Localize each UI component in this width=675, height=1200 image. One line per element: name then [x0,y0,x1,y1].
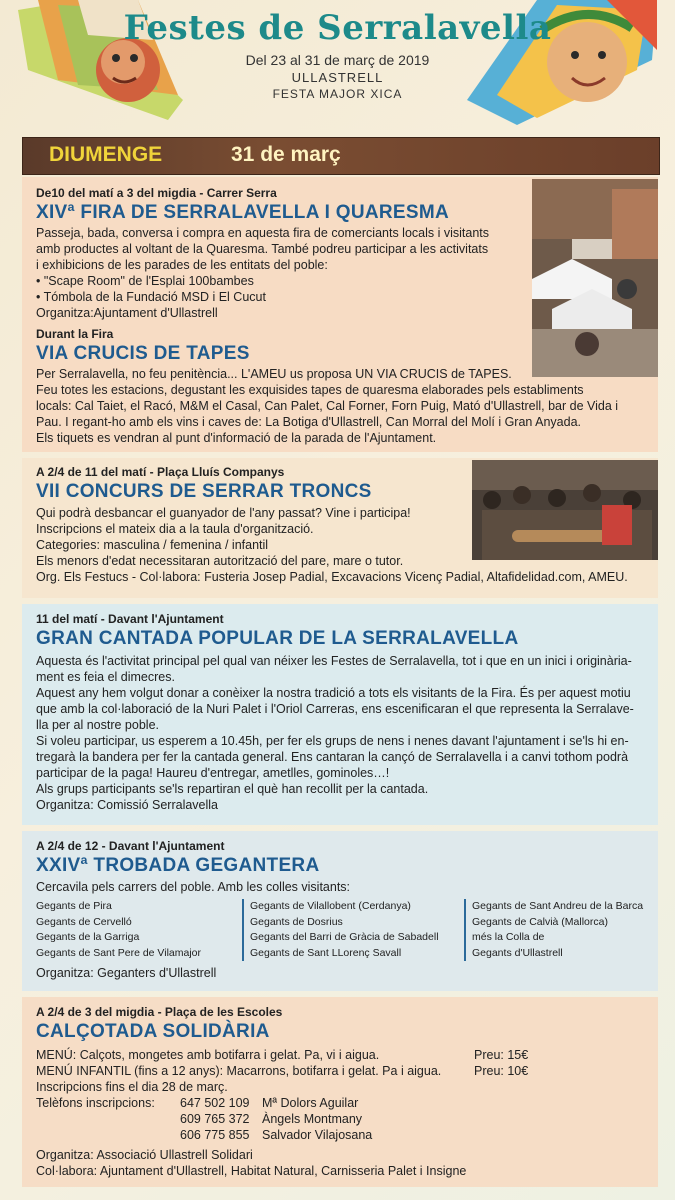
event-fira-section [22,177,658,452]
text-line: Aquesta és l'activitat principal pel qual van néixer les Festes de Serralavella, tot i que en un inici i originària- [36,654,632,668]
event-cantada-section [22,604,658,825]
text-line: participar de la paga! Haureu d'entregar, ametlles, gominoles…! [36,766,390,780]
giants-list-col3 [464,899,658,961]
list-item: Gegants de Dosrius [250,915,343,928]
event-title: VIA CRUCIS DE TAPES [36,343,250,364]
event-troncs-section [22,458,658,598]
list-item: Gegants de Sant Andreu de la Barca [472,900,644,912]
day-name: DIUMENGE [49,143,163,166]
text-line: Inscripcions el mateix dia a la taula d'organització. [36,522,314,536]
event-title: XIVª FIRA DE SERRALAVELLA I QUARESMA [36,202,449,223]
phones-label: Telèfons inscripcions: [36,1096,155,1110]
menu-kids-price: Preu: 10€ [474,1064,529,1078]
giants-list-col2 [242,899,460,961]
event-kicker: A 2/4 de 3 del migdia - Plaça de les Escoles [36,1005,283,1019]
text-line: Passeja, bada, conversa i compra en aquesta fira de comerciants locals i visitants [36,226,490,240]
event-collaborators: Col·labora: Ajuntament d'Ullastrell, Habitat Natural, Carnisseria Palet i Insigne [36,1164,467,1178]
text-line: Qui podrà desbancar el guanyador de l'any passat? Vine i participa! [36,506,411,520]
event-kicker: De10 del matí a 3 del migdia - Carrer Serra [36,186,277,200]
event-calcotada-section [22,997,658,1187]
event-title: CALÇOTADA SOLIDÀRIA [36,1021,270,1042]
text-line: Els menors d'edat necessitaran autorització del pare, mare o tutor. [36,554,404,568]
registration-deadline: Inscripcions fins el dia 28 de març. [36,1080,228,1094]
text-line: Aquest any hem volgut donar a conèixer la nostra tradició a tots els visitants de la Fira. És per aquest motiu [36,686,631,700]
festival-dates: Del 23 al 31 de març de 2019 [245,52,430,68]
menu-adult: MENÚ: Calçots, mongetes amb botifarra i gelat. Pa, vi i aigua. [36,1048,380,1062]
event-gegants-section [22,831,658,991]
list-item: Gegants de Sant LLorenç Savall [250,946,402,959]
text-line: lla per al nostre poble. [36,718,159,732]
list-item: Gegants de Cervelló [36,915,132,928]
event-description [36,366,656,446]
log-sawing-photo [472,460,658,560]
header [0,0,675,135]
phone-contact-name: Mª Dolors Aguilar [262,1096,359,1110]
text-line: Si voleu participar, us esperem a 10.45h, per fer els grups de nens i nenes davant l'ajuntament i se'ls hi en- [36,734,629,748]
menu-kids: MENÚ INFANTIL (fins a 12 anys): Macarrons, botifarra i gelat. Pa i aigua. [36,1064,442,1078]
phone-number: 609 765 372 [180,1112,250,1126]
festival-subtitle: FESTA MAJOR XICA [272,87,403,101]
list-item: Gegants d'Ullastrell [472,946,563,959]
text-line: Feu totes les estacions, degustant les exquisides tapes de quaresma elaborades pels establiments [36,383,584,397]
list-item: més la Colla de [472,931,545,943]
event-kicker: A 2/4 de 11 del matí - Plaça Lluís Companys [36,465,285,479]
text-line: • "Scape Room" de l'Esplai 100bambes [36,274,254,288]
list-item: Gegants de Pira [36,900,112,912]
event-kicker: 11 del matí - Davant l'Ajuntament [36,612,224,626]
text-line: Organitza: Comissió Serralavella [36,798,219,812]
event-title: GRAN CANTADA POPULAR DE LA SERRALAVELLA [36,628,519,649]
text-line: amb productes al voltant de la Quaresma. També podreu participar a les activitats [36,242,489,256]
text-line: tregarà la bandera per fer la cantada general. Ens cantaran la cançó de Serralavella i a canvi tothom podrà [36,750,629,764]
text-line: Organitza:Ajuntament d'Ullastrell [36,306,218,320]
poster-title: Festes de Serralavella [123,8,552,48]
list-item: Gegants de Vilallobent (Cerdanya) [250,900,411,912]
phone-number: 647 502 109 [180,1096,250,1110]
text-line: • Tómbola de la Fundació MSD i El Cucut [36,290,266,304]
event-description [36,225,536,321]
text-line: Org. Els Festucs - Col·labora: Fusteria Josep Padial, Excavacions Vicenç Padial, Altafidelidad.com, AMEU. [36,570,628,584]
menu-adult-price: Preu: 15€ [474,1048,529,1062]
text-line: Categories: masculina / femenina / infantil [36,538,269,552]
event-kicker: A 2/4 de 12 - Davant l'Ajuntament [36,839,225,853]
event-description [36,653,656,813]
event-kicker: Durant la Fira [36,327,114,341]
text-line: i exhibicions de les parades de les entitats del poble: [36,258,328,272]
list-item: Gegants de Calvià (Mallorca) [472,915,608,928]
day-date: 31 de març [231,143,341,166]
phone-contact-name: Àngels Montmany [262,1112,363,1126]
day-banner [22,137,660,175]
phone-number: 606 775 855 [180,1128,250,1142]
text-line: ment es feia el dimecres. [36,670,175,684]
text-line: que amb la col·laboració de la Nuri Palet i l'Oriol Carreras, ens escenificaran el que representa la Serralave- [36,702,634,716]
list-item: Gegants de la Garriga [36,931,140,943]
text-line: Pau. I regant-ho amb els vins i caves de: La Botiga d'Ullastrell, Can Morral del Molí i Gran Anyada. [36,415,582,429]
text-line: locals: Cal Taiet, el Racó, M&M el Casal, Can Palet, Cal Forner, Forn Puig, Mató d'Ullastrell, bar de Vida i [36,399,619,413]
list-item: Gegants de Sant Pere de Vilamajor [36,946,201,959]
text-line: Als grups participants se'ls repartiran el què han recollit per la cantada. [36,782,429,796]
giants-list-col1 [36,899,226,961]
list-item: Gegants del Barri de Gràcia de Sabadell [250,931,439,943]
event-title: XXIVª TROBADA GEGANTERA [36,855,320,876]
phone-contact-name: Salvador Vilajosana [262,1128,373,1142]
town-name: ULLASTRELL [291,70,384,85]
event-organizer: Organitza: Associació Ullastrell Solidari [36,1148,253,1162]
event-intro: Cercavila pels carrers del poble. Amb les colles visitants: [36,880,351,894]
text-line: Per Serralavella, no feu penitència... L'AMEU us proposa UN VIA CRUCIS de TAPES. [36,367,512,381]
text-line: Els tiquets es vendran al punt d'informació de la parada de l'Ajuntament. [36,431,437,445]
event-title: VII CONCURS DE SERRAR TRONCS [36,481,372,502]
event-organizer: Organitza: Geganters d'Ullastrell [36,966,217,980]
market-photo [532,179,658,377]
